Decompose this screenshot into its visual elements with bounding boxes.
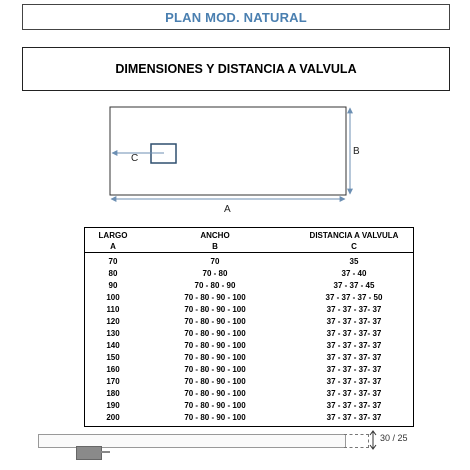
cell-ancho: 70 - 80 - 90 - 100 [184, 389, 246, 398]
cell-ancho: 70 - 80 - 90 - 100 [184, 353, 246, 362]
header-ancho: ANCHO B [200, 231, 230, 251]
cell-ancho: 70 - 80 - 90 - 100 [184, 401, 246, 410]
drain-valve-icon [76, 446, 102, 460]
cell-ancho: 70 - 80 - 90 - 100 [184, 377, 246, 386]
cell-largo: 110 [106, 305, 120, 314]
table-row [85, 329, 413, 341]
cell-largo: 70 [108, 257, 118, 266]
cell-distancia: 37 - 37 - 37 - 50 [325, 293, 383, 302]
cell-distancia: 37 - 37 - 37- 37 [326, 365, 382, 374]
table-row [85, 365, 413, 377]
cell-largo: 80 [108, 269, 118, 278]
table-row [85, 257, 413, 269]
cell-largo: 130 [106, 329, 120, 338]
cell-largo: 120 [106, 317, 120, 326]
cell-ancho: 70 - 80 - 90 - 100 [184, 341, 246, 350]
table-row [85, 269, 413, 281]
cell-ancho: 70 - 80 [202, 269, 228, 278]
cell-distancia: 37 - 37 - 37- 37 [326, 401, 382, 410]
header-distancia: DISTANCIA A VALVULA C [309, 231, 399, 251]
cell-distancia: 37 - 37 - 37- 37 [326, 353, 382, 362]
profile-dashed-end [344, 434, 369, 448]
cell-distancia: 35 [349, 257, 359, 266]
label-b: B [353, 146, 360, 157]
table-row [85, 281, 413, 293]
cell-largo: 170 [106, 377, 120, 386]
table-row [85, 389, 413, 401]
page-title: PLAN MOD. NATURAL [165, 9, 307, 25]
cell-distancia: 37 - 37 - 37- 37 [326, 389, 382, 398]
cell-distancia: 37 - 37 - 37- 37 [326, 317, 382, 326]
plan-diagram [0, 0, 470, 230]
cell-distancia: 37 - 40 [341, 269, 367, 278]
cell-largo: 150 [106, 353, 120, 362]
table-row [85, 401, 413, 413]
cell-distancia: 37 - 37 - 37- 37 [326, 305, 382, 314]
table-row [85, 317, 413, 329]
cell-ancho: 70 - 80 - 90 - 100 [184, 305, 246, 314]
cell-distancia: 37 - 37 - 37- 37 [326, 413, 382, 422]
cell-distancia: 37 - 37 - 37- 37 [326, 341, 382, 350]
drain-pipe-icon [100, 451, 110, 453]
shower-tray-outline [110, 107, 346, 195]
cell-ancho: 70 - 80 - 90 - 100 [184, 413, 246, 422]
header-divider [85, 252, 413, 253]
thickness-label: 30 / 25 [380, 433, 408, 443]
label-c: C [131, 153, 139, 164]
cell-largo: 90 [108, 281, 118, 290]
label-a: A [224, 204, 231, 215]
cell-largo: 190 [106, 401, 120, 410]
thickness-arrow [368, 430, 380, 450]
table-row [85, 293, 413, 305]
table-row [85, 377, 413, 389]
cell-distancia: 37 - 37 - 37- 37 [326, 329, 382, 338]
cell-largo: 160 [106, 365, 120, 374]
table-row [85, 341, 413, 353]
cell-ancho: 70 - 80 - 90 - 100 [184, 365, 246, 374]
table-row [85, 413, 413, 425]
table-row [85, 305, 413, 317]
table-row [85, 353, 413, 365]
cell-largo: 200 [106, 413, 120, 422]
cell-distancia: 37 - 37 - 45 [333, 281, 375, 290]
section-heading: DIMENSIONES Y DISTANCIA A VALVULA [115, 62, 357, 76]
dimensions-table [84, 227, 414, 427]
cell-ancho: 70 - 80 - 90 - 100 [184, 329, 246, 338]
cell-ancho: 70 [210, 257, 220, 266]
cell-largo: 140 [106, 341, 120, 350]
cell-ancho: 70 - 80 - 90 - 100 [184, 317, 246, 326]
cell-ancho: 70 - 80 - 90 [194, 281, 236, 290]
cell-distancia: 37 - 37 - 37- 37 [326, 377, 382, 386]
header-largo: LARGO A [98, 231, 128, 251]
cell-largo: 180 [106, 389, 120, 398]
cell-ancho: 70 - 80 - 90 - 100 [184, 293, 246, 302]
cell-largo: 100 [106, 293, 120, 302]
